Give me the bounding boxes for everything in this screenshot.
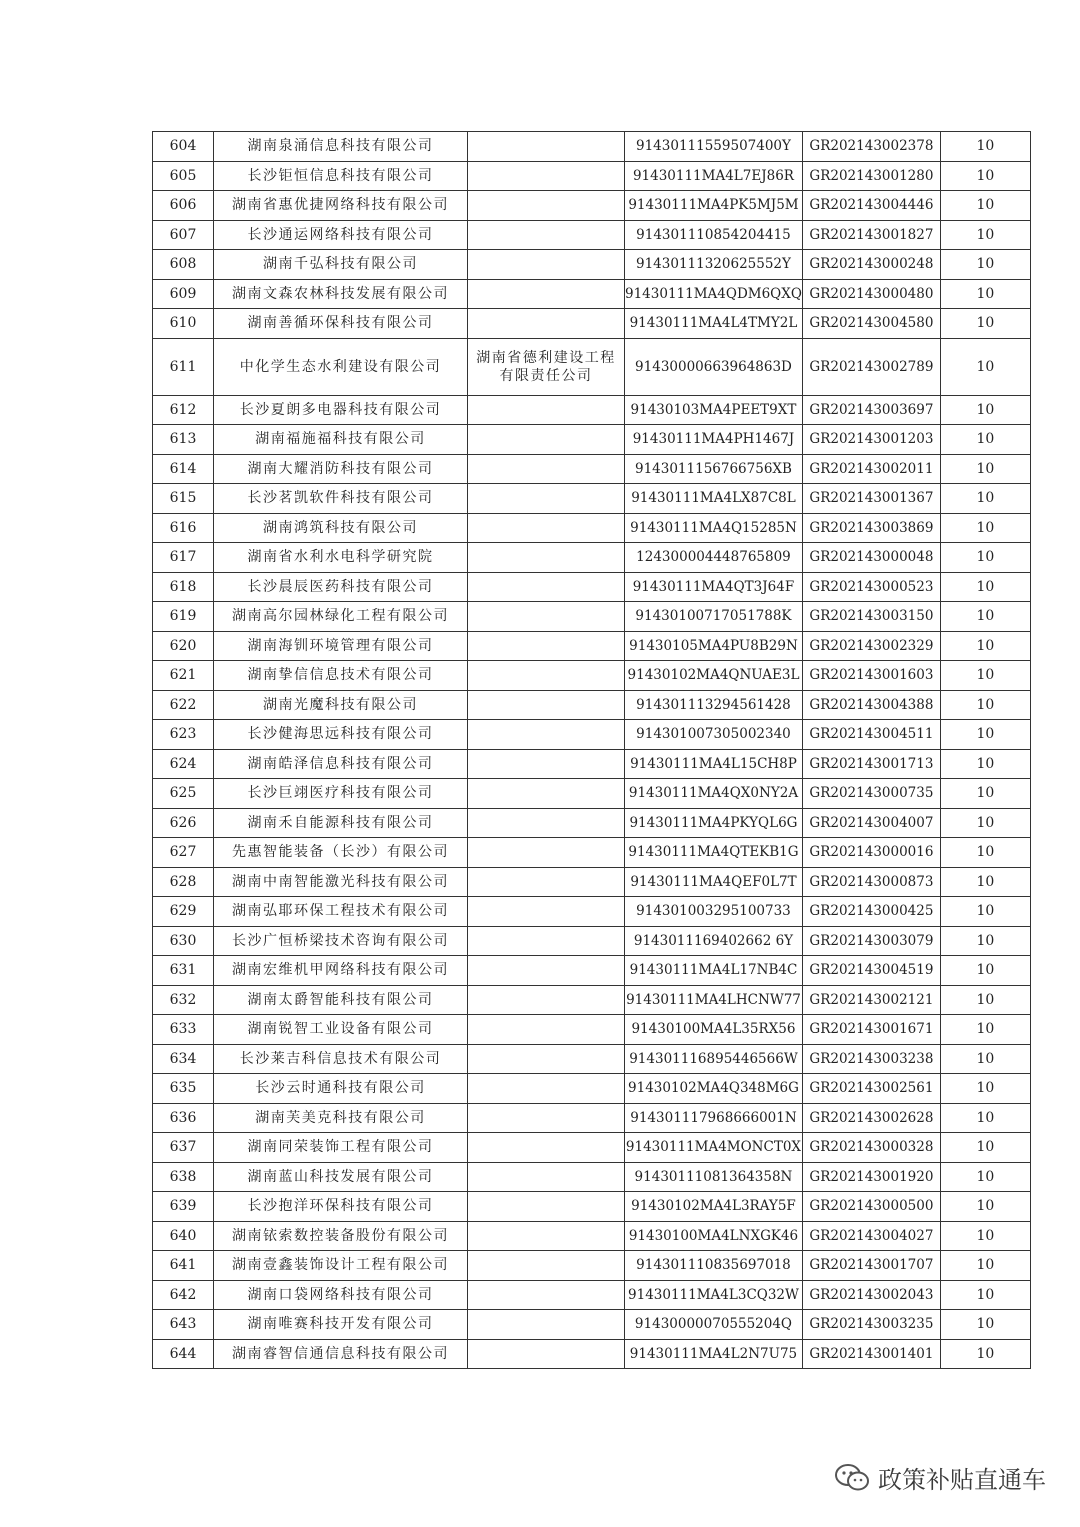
- credit-code-cell: 91430111MA4LHCNW77: [625, 985, 803, 1015]
- credit-code-cell: 91430111MA4QDM6QXQ: [625, 279, 803, 309]
- score-cell: 10: [940, 985, 1030, 1015]
- merged-company-cell: [468, 1162, 625, 1192]
- score-cell: 10: [940, 395, 1030, 425]
- row-number-cell: 626: [153, 808, 214, 838]
- certificate-number-cell: GR202143004027: [802, 1221, 940, 1251]
- certificate-number-cell: GR202143001713: [802, 749, 940, 779]
- company-name-cell: 湖南宏维机甲网络科技有限公司: [214, 956, 468, 986]
- score-cell: 10: [940, 1221, 1030, 1251]
- certificate-number-cell: GR202143000328: [802, 1133, 940, 1163]
- table-row: [153, 985, 1031, 1015]
- score-cell: 10: [940, 338, 1030, 395]
- company-name-cell: 湖南省水利水电科学研究院: [214, 543, 468, 573]
- row-number-cell: 624: [153, 749, 214, 779]
- merged-company-cell: [468, 661, 625, 691]
- table-row: [153, 661, 1031, 691]
- merged-company-cell: [468, 897, 625, 927]
- row-number-cell: 615: [153, 484, 214, 514]
- row-number-cell: 610: [153, 309, 214, 339]
- company-name-cell: 湖南千弘科技有限公司: [214, 250, 468, 280]
- merged-company-cell: [468, 250, 625, 280]
- merged-company-cell: [468, 1192, 625, 1222]
- merged-company-cell: [468, 1074, 625, 1104]
- score-cell: 10: [940, 309, 1030, 339]
- row-number-cell: 636: [153, 1103, 214, 1133]
- wechat-icon: [834, 1463, 870, 1493]
- score-cell: 10: [940, 1192, 1030, 1222]
- row-number-cell: 639: [153, 1192, 214, 1222]
- score-cell: 10: [940, 1074, 1030, 1104]
- row-number-cell: 638: [153, 1162, 214, 1192]
- certificate-number-cell: GR202143001707: [802, 1251, 940, 1281]
- merged-company-cell: [468, 1133, 625, 1163]
- table-row: [153, 1044, 1031, 1074]
- score-cell: 10: [940, 808, 1030, 838]
- credit-code-cell: 91430111MA4PK5MJ5M: [625, 191, 803, 221]
- table-row: [153, 250, 1031, 280]
- row-number-cell: 643: [153, 1310, 214, 1340]
- certificate-number-cell: GR202143004446: [802, 191, 940, 221]
- certificate-number-cell: GR202143004519: [802, 956, 940, 986]
- credit-code-cell: 91430100MA4L35RX56: [625, 1015, 803, 1045]
- certificate-number-cell: GR202143004511: [802, 720, 940, 750]
- row-number-cell: 616: [153, 513, 214, 543]
- table-row: [153, 543, 1031, 573]
- row-number-cell: 623: [153, 720, 214, 750]
- company-name-cell: 湖南口袋网络科技有限公司: [214, 1280, 468, 1310]
- certificate-number-cell: GR202143000500: [802, 1192, 940, 1222]
- company-name-cell: 湖南中南智能激光科技有限公司: [214, 867, 468, 897]
- table-row: [153, 132, 1031, 162]
- company-name-cell: 湖南壹鑫装饰设计工程有限公司: [214, 1251, 468, 1281]
- score-cell: 10: [940, 191, 1030, 221]
- merged-company-cell: [468, 720, 625, 750]
- merged-company-cell: [468, 484, 625, 514]
- watermark: [834, 1460, 1046, 1495]
- row-number-cell: 628: [153, 867, 214, 897]
- table-row: [153, 309, 1031, 339]
- table-row: [153, 1103, 1031, 1133]
- row-number-cell: 634: [153, 1044, 214, 1074]
- merged-company-cell: [468, 602, 625, 632]
- merged-company-cell: [468, 1103, 625, 1133]
- certificate-number-cell: GR202143001401: [802, 1339, 940, 1369]
- credit-code-cell: 91430111MA4PKYQL6G: [625, 808, 803, 838]
- company-name-cell: 湖南鸿筑科技有限公司: [214, 513, 468, 543]
- credit-code-cell: 91430102MA4QNUAE3L: [625, 661, 803, 691]
- row-number-cell: 619: [153, 602, 214, 632]
- credit-code-cell: 91430111MA4Q15285N: [625, 513, 803, 543]
- credit-code-cell: 91430111MA4QX0NY2A: [625, 779, 803, 809]
- certificate-number-cell: GR202143003697: [802, 395, 940, 425]
- company-name-cell: 湖南太爵智能科技有限公司: [214, 985, 468, 1015]
- score-cell: 10: [940, 132, 1030, 162]
- credit-code-cell: 124300004448765809: [625, 543, 803, 573]
- company-name-cell: 湖南唯赛科技开发有限公司: [214, 1310, 468, 1340]
- table-row: [153, 720, 1031, 750]
- company-name-cell: 长沙抱洋环保科技有限公司: [214, 1192, 468, 1222]
- score-cell: 10: [940, 956, 1030, 986]
- certificate-number-cell: GR202143003235: [802, 1310, 940, 1340]
- merged-company-cell: 湖南省德利建设工程有限责任公司: [468, 338, 625, 395]
- merged-company-cell: [468, 1339, 625, 1369]
- row-number-cell: 614: [153, 454, 214, 484]
- table-row: [153, 279, 1031, 309]
- merged-company-cell: [468, 572, 625, 602]
- merged-company-cell: [468, 749, 625, 779]
- score-cell: 10: [940, 1162, 1030, 1192]
- certificate-number-cell: GR202143002011: [802, 454, 940, 484]
- certificate-number-cell: GR202143002628: [802, 1103, 940, 1133]
- merged-company-cell: [468, 779, 625, 809]
- table-row: [153, 602, 1031, 632]
- merged-company-cell: [468, 1280, 625, 1310]
- score-cell: 10: [940, 1310, 1030, 1340]
- credit-code-cell: 91430100MA4LNXGK46: [625, 1221, 803, 1251]
- credit-code-cell: 91430111MA4QT3J64F: [625, 572, 803, 602]
- certificate-number-cell: GR202143002789: [802, 338, 940, 395]
- credit-code-cell: 914301003295100733: [625, 897, 803, 927]
- merged-company-cell: [468, 956, 625, 986]
- score-cell: 10: [940, 720, 1030, 750]
- row-number-cell: 627: [153, 838, 214, 868]
- score-cell: 10: [940, 631, 1030, 661]
- company-name-cell: 长沙钜恒信息科技有限公司: [214, 161, 468, 191]
- certificate-number-cell: GR202143001367: [802, 484, 940, 514]
- table-row: [153, 1192, 1031, 1222]
- row-number-cell: 644: [153, 1339, 214, 1369]
- score-cell: 10: [940, 897, 1030, 927]
- score-cell: 10: [940, 454, 1030, 484]
- row-number-cell: 621: [153, 661, 214, 691]
- company-name-cell: 湖南蓝山科技发展有限公司: [214, 1162, 468, 1192]
- merged-company-cell: [468, 1310, 625, 1340]
- score-cell: 10: [940, 250, 1030, 280]
- merged-company-cell: [468, 395, 625, 425]
- row-number-cell: 637: [153, 1133, 214, 1163]
- credit-code-cell: 91430111081364358N: [625, 1162, 803, 1192]
- credit-code-cell: 91430111MA4L15CH8P: [625, 749, 803, 779]
- credit-code-cell: 91430111MA4LX87C8L: [625, 484, 803, 514]
- row-number-cell: 620: [153, 631, 214, 661]
- company-table: [152, 131, 1031, 1369]
- row-number-cell: 629: [153, 897, 214, 927]
- merged-company-cell: [468, 690, 625, 720]
- company-name-cell: 长沙广恒桥梁技术咨询有限公司: [214, 926, 468, 956]
- company-name-cell: 湖南高尔园林绿化工程有限公司: [214, 602, 468, 632]
- credit-code-cell: 91430111MA4L3CQ32W: [625, 1280, 803, 1310]
- table-row: [153, 220, 1031, 250]
- row-number-cell: 607: [153, 220, 214, 250]
- row-number-cell: 613: [153, 425, 214, 455]
- table-row: [153, 1015, 1031, 1045]
- score-cell: 10: [940, 1103, 1030, 1133]
- certificate-number-cell: GR202143001603: [802, 661, 940, 691]
- table-row: [153, 1310, 1031, 1340]
- merged-company-cell: [468, 279, 625, 309]
- score-cell: 10: [940, 572, 1030, 602]
- table-row: [153, 395, 1031, 425]
- certificate-number-cell: GR202143003238: [802, 1044, 940, 1074]
- row-number-cell: 630: [153, 926, 214, 956]
- row-number-cell: 609: [153, 279, 214, 309]
- table-row: [153, 631, 1031, 661]
- table-body: [153, 132, 1031, 1369]
- row-number-cell: 608: [153, 250, 214, 280]
- company-name-cell: 湖南禾自能源科技有限公司: [214, 808, 468, 838]
- merged-company-cell: [468, 543, 625, 573]
- credit-code-cell: 91430102MA4L3RAY5F: [625, 1192, 803, 1222]
- company-name-cell: 长沙莱吉科信息技术有限公司: [214, 1044, 468, 1074]
- table-row: [153, 338, 1031, 395]
- credit-code-cell: 91430111MA4PH1467J: [625, 425, 803, 455]
- certificate-number-cell: GR202143002561: [802, 1074, 940, 1104]
- row-number-cell: 641: [153, 1251, 214, 1281]
- credit-code-cell: 914301007305002340: [625, 720, 803, 750]
- certificate-number-cell: GR202143001671: [802, 1015, 940, 1045]
- table-row: [153, 867, 1031, 897]
- merged-company-cell: [468, 191, 625, 221]
- table-row: [153, 1339, 1031, 1369]
- company-name-cell: 湖南同荣装饰工程有限公司: [214, 1133, 468, 1163]
- table-row: [153, 1221, 1031, 1251]
- certificate-number-cell: GR202143000016: [802, 838, 940, 868]
- merged-company-cell: [468, 631, 625, 661]
- company-name-cell: 长沙云时通科技有限公司: [214, 1074, 468, 1104]
- certificate-number-cell: GR202143000048: [802, 543, 940, 573]
- score-cell: 10: [940, 513, 1030, 543]
- credit-code-cell: 914301117968666001N: [625, 1103, 803, 1133]
- merged-company-cell: [468, 838, 625, 868]
- row-number-cell: 633: [153, 1015, 214, 1045]
- table-row: [153, 425, 1031, 455]
- credit-code-cell: 91430111MA4QEF0L7T: [625, 867, 803, 897]
- row-number-cell: 612: [153, 395, 214, 425]
- row-number-cell: 625: [153, 779, 214, 809]
- table-row: [153, 513, 1031, 543]
- certificate-number-cell: GR202143002121: [802, 985, 940, 1015]
- score-cell: 10: [940, 279, 1030, 309]
- company-name-cell: 湖南光魔科技有限公司: [214, 690, 468, 720]
- credit-code-cell: 914301113294561428: [625, 690, 803, 720]
- credit-code-cell: 914301116895446566W: [625, 1044, 803, 1074]
- score-cell: 10: [940, 749, 1030, 779]
- certificate-number-cell: GR202143004580: [802, 309, 940, 339]
- certificate-number-cell: GR202143000480: [802, 279, 940, 309]
- table-row: [153, 1251, 1031, 1281]
- merged-company-cell: [468, 1044, 625, 1074]
- company-name-cell: 湖南泉涌信息科技有限公司: [214, 132, 468, 162]
- company-name-cell: 湖南文森农林科技发展有限公司: [214, 279, 468, 309]
- merged-company-cell: [468, 220, 625, 250]
- credit-code-cell: 91430000070555204Q: [625, 1310, 803, 1340]
- certificate-number-cell: GR202143000248: [802, 250, 940, 280]
- table-row: [153, 838, 1031, 868]
- credit-code-cell: 91430111MA4MONCT0X: [625, 1133, 803, 1163]
- certificate-number-cell: GR202143000735: [802, 779, 940, 809]
- company-name-cell: 湖南省惠优捷网络科技有限公司: [214, 191, 468, 221]
- merged-company-cell: [468, 309, 625, 339]
- row-number-cell: 617: [153, 543, 214, 573]
- score-cell: 10: [940, 1044, 1030, 1074]
- certificate-number-cell: GR202143002329: [802, 631, 940, 661]
- row-number-cell: 635: [153, 1074, 214, 1104]
- score-cell: 10: [940, 220, 1030, 250]
- table-row: [153, 749, 1031, 779]
- certificate-number-cell: GR202143000873: [802, 867, 940, 897]
- table-row: [153, 161, 1031, 191]
- table-row: [153, 1133, 1031, 1163]
- table-row: [153, 956, 1031, 986]
- table-row: [153, 926, 1031, 956]
- score-cell: 10: [940, 1133, 1030, 1163]
- company-name-cell: 长沙茗凯软件科技有限公司: [214, 484, 468, 514]
- credit-code-cell: 9143011169402662 6Y: [625, 926, 803, 956]
- company-name-cell: 长沙夏朗多电器科技有限公司: [214, 395, 468, 425]
- certificate-number-cell: GR202143003869: [802, 513, 940, 543]
- table-row: [153, 572, 1031, 602]
- merged-company-cell: [468, 425, 625, 455]
- credit-code-cell: 9143011156766756XB: [625, 454, 803, 484]
- merged-company-cell: [468, 926, 625, 956]
- score-cell: 10: [940, 779, 1030, 809]
- row-number-cell: 611: [153, 338, 214, 395]
- company-name-cell: 湖南大耀消防科技有限公司: [214, 454, 468, 484]
- company-name-cell: 湖南皓泽信息科技有限公司: [214, 749, 468, 779]
- merged-company-cell: [468, 161, 625, 191]
- row-number-cell: 642: [153, 1280, 214, 1310]
- company-name-cell: 湖南海钏环境管理有限公司: [214, 631, 468, 661]
- company-name-cell: 湖南福施福科技有限公司: [214, 425, 468, 455]
- credit-code-cell: 91430111320625552Y: [625, 250, 803, 280]
- certificate-number-cell: GR202143002043: [802, 1280, 940, 1310]
- credit-code-cell: 91430105MA4PU8B29N: [625, 631, 803, 661]
- table-row: [153, 1162, 1031, 1192]
- table-row: [153, 191, 1031, 221]
- row-number-cell: 604: [153, 132, 214, 162]
- score-cell: 10: [940, 1280, 1030, 1310]
- credit-code-cell: 91430102MA4Q348M6G: [625, 1074, 803, 1104]
- merged-company-cell: [468, 985, 625, 1015]
- certificate-number-cell: GR202143000425: [802, 897, 940, 927]
- table-row: [153, 484, 1031, 514]
- score-cell: 10: [940, 926, 1030, 956]
- certificate-number-cell: GR202143001827: [802, 220, 940, 250]
- score-cell: 10: [940, 484, 1030, 514]
- merged-company-cell: [468, 132, 625, 162]
- score-cell: 10: [940, 425, 1030, 455]
- credit-code-cell: 91430111MA4L7EJ86R: [625, 161, 803, 191]
- credit-code-cell: 91430111MA4L17NB4C: [625, 956, 803, 986]
- credit-code-cell: 91430111MA4L2N7U75: [625, 1339, 803, 1369]
- score-cell: 10: [940, 661, 1030, 691]
- company-name-cell: 湖南挚信信息技术有限公司: [214, 661, 468, 691]
- score-cell: 10: [940, 1015, 1030, 1045]
- merged-company-cell: [468, 1221, 625, 1251]
- credit-code-cell: 914301110854204415: [625, 220, 803, 250]
- certificate-number-cell: GR202143003150: [802, 602, 940, 632]
- score-cell: 10: [940, 690, 1030, 720]
- company-name-cell: 湖南睿智信通信息科技有限公司: [214, 1339, 468, 1369]
- score-cell: 10: [940, 1339, 1030, 1369]
- company-name-cell: 长沙健海思远科技有限公司: [214, 720, 468, 750]
- score-cell: 10: [940, 1251, 1030, 1281]
- table-row: [153, 779, 1031, 809]
- company-name-cell: 湖南弘耶环保工程技术有限公司: [214, 897, 468, 927]
- certificate-number-cell: GR202143002378: [802, 132, 940, 162]
- merged-company-cell: [468, 1251, 625, 1281]
- row-number-cell: 632: [153, 985, 214, 1015]
- company-name-cell: 先惠智能装备（长沙）有限公司: [214, 838, 468, 868]
- credit-code-cell: 91430103MA4PEET9XT: [625, 395, 803, 425]
- row-number-cell: 618: [153, 572, 214, 602]
- certificate-number-cell: GR202143000523: [802, 572, 940, 602]
- company-name-cell: 湖南善循环保科技有限公司: [214, 309, 468, 339]
- score-cell: 10: [940, 602, 1030, 632]
- company-name-cell: 湖南铱索数控装备股份有限公司: [214, 1221, 468, 1251]
- company-name-cell: 湖南芙美克科技有限公司: [214, 1103, 468, 1133]
- row-number-cell: 640: [153, 1221, 214, 1251]
- certificate-number-cell: GR202143004388: [802, 690, 940, 720]
- table-row: [153, 1074, 1031, 1104]
- watermark-text: 政策补贴直通车: [878, 1466, 1046, 1494]
- merged-company-cell: [468, 867, 625, 897]
- row-number-cell: 606: [153, 191, 214, 221]
- row-number-cell: 622: [153, 690, 214, 720]
- score-cell: 10: [940, 867, 1030, 897]
- company-name-cell: 中化学生态水利建设有限公司: [214, 338, 468, 395]
- company-name-cell: 长沙晨辰医药科技有限公司: [214, 572, 468, 602]
- certificate-number-cell: GR202143004007: [802, 808, 940, 838]
- company-name-cell: 长沙巨翊医疗科技有限公司: [214, 779, 468, 809]
- score-cell: 10: [940, 543, 1030, 573]
- score-cell: 10: [940, 161, 1030, 191]
- table-row: [153, 897, 1031, 927]
- certificate-number-cell: GR202143001920: [802, 1162, 940, 1192]
- certificate-number-cell: GR202143003079: [802, 926, 940, 956]
- credit-code-cell: 914301110835697018: [625, 1251, 803, 1281]
- merged-company-cell: [468, 1015, 625, 1045]
- certificate-number-cell: GR202143001280: [802, 161, 940, 191]
- company-name-cell: 湖南锐智工业设备有限公司: [214, 1015, 468, 1045]
- merged-company-cell: [468, 513, 625, 543]
- credit-code-cell: 91430111MA4L4TMY2L: [625, 309, 803, 339]
- credit-code-cell: 91430000663964863D: [625, 338, 803, 395]
- certificate-number-cell: GR202143001203: [802, 425, 940, 455]
- merged-company-cell: [468, 808, 625, 838]
- credit-code-cell: 91430111MA4QTEKB1G: [625, 838, 803, 868]
- table-row: [153, 808, 1031, 838]
- merged-company-cell: [468, 454, 625, 484]
- table-row: [153, 690, 1031, 720]
- table-row: [153, 1280, 1031, 1310]
- row-number-cell: 631: [153, 956, 214, 986]
- credit-code-cell: 91430111559507400Y: [625, 132, 803, 162]
- credit-code-cell: 91430100717051788K: [625, 602, 803, 632]
- table-row: [153, 454, 1031, 484]
- row-number-cell: 605: [153, 161, 214, 191]
- score-cell: 10: [940, 838, 1030, 868]
- company-name-cell: 长沙通运网络科技有限公司: [214, 220, 468, 250]
